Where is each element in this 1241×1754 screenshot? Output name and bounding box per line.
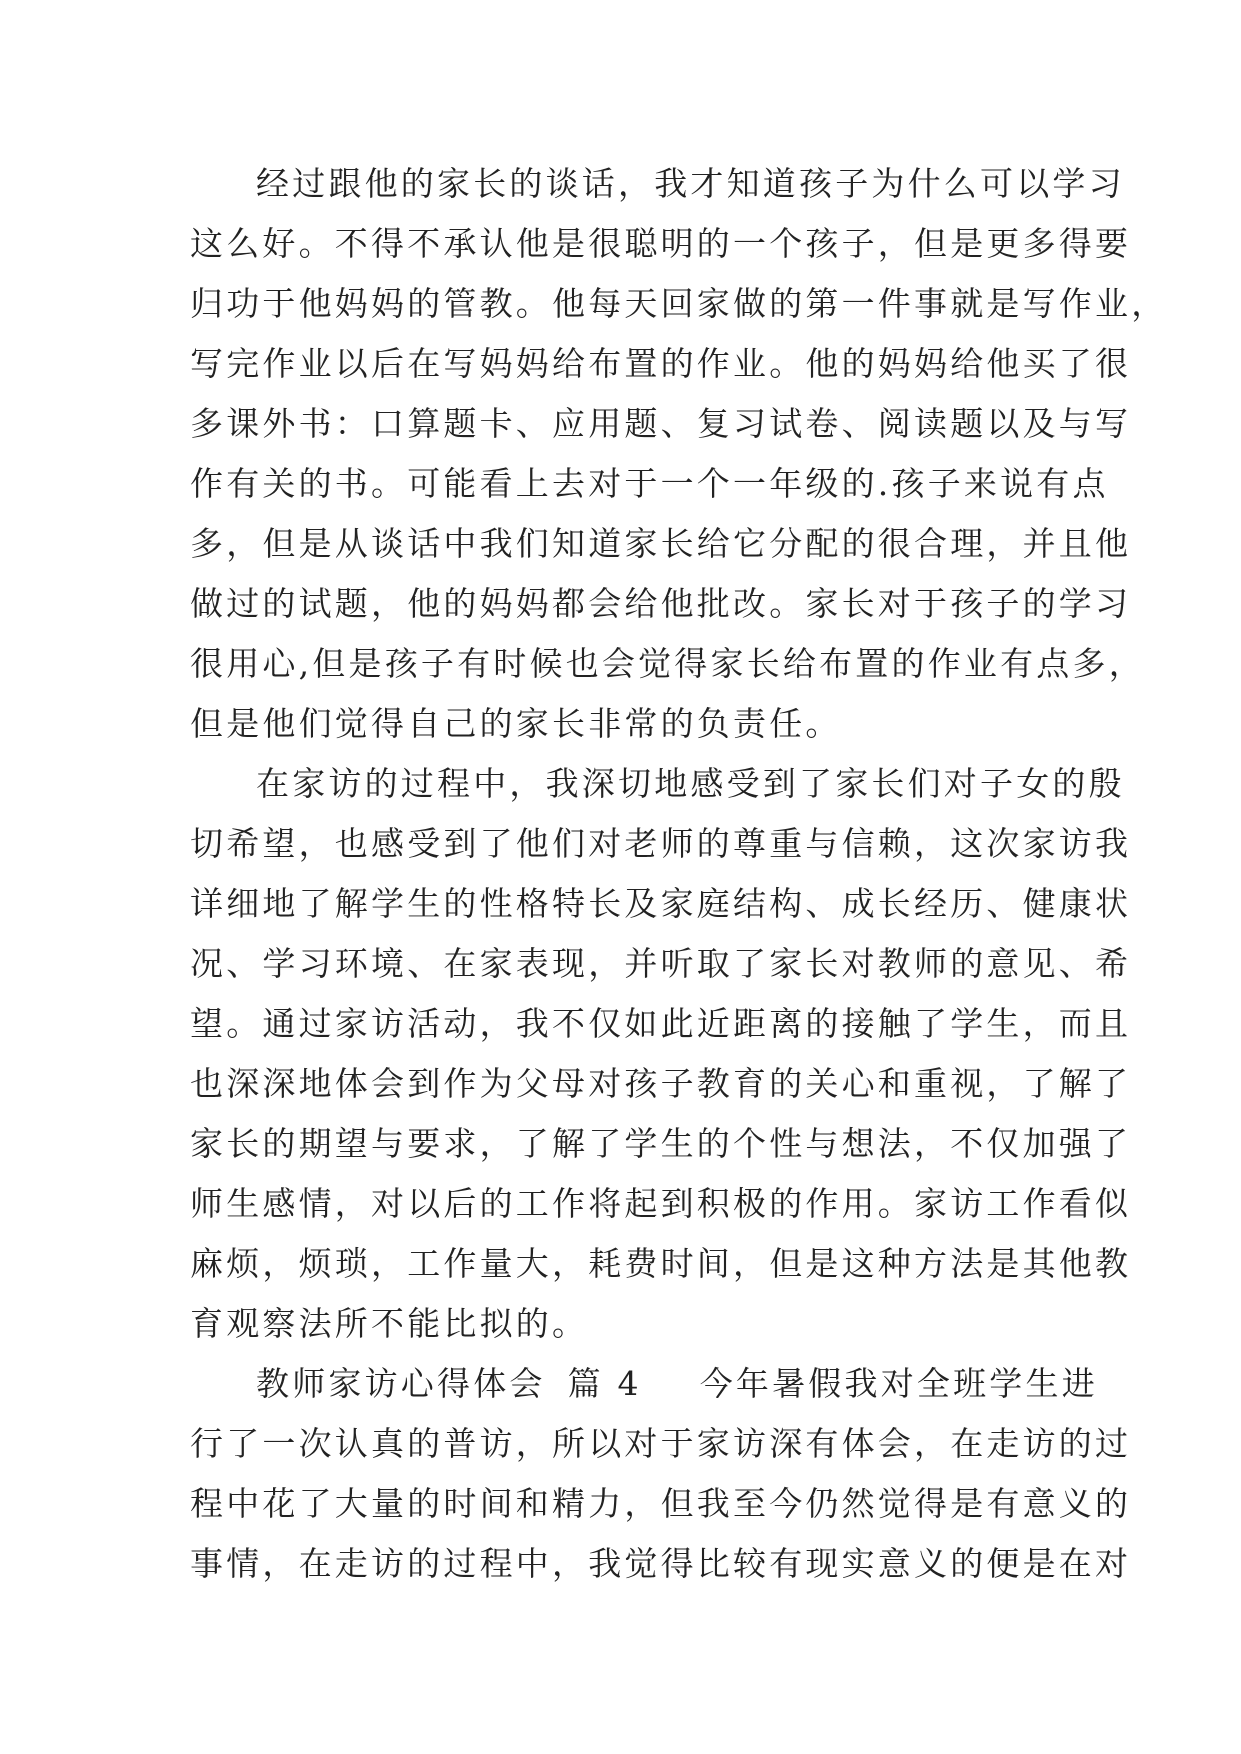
paragraph-1-line-9: 很用心,但是孩子有时候也会觉得家长给布置的作业有点多， [190,644,1145,683]
paragraph-3-line-4: 事情，在走访的过程中，我觉得比较有现实意义的便是在对 [190,1544,1132,1583]
paragraph-2-line-9: 麻烦，烦琐，工作量大，耗费时间，但是这种方法是其他教 [190,1244,1132,1283]
paragraph-1-line-6: 作有关的书。可能看上去对于一个一年级的.孩子来说有点 [190,464,1109,503]
paragraph-2-line-10: 育观察法所不能比拟的。 [190,1304,589,1343]
paragraph-2-line-6: 也深深地体会到作为父母对孩子教育的关心和重视，了解了 [190,1064,1132,1103]
paragraph-2-line-7: 家长的期望与要求，了解了学生的个性与想法，不仅加强了 [190,1124,1132,1163]
paragraph-3-first-line-text: 今年暑假我对全班学生进 [699,1364,1098,1403]
paragraph-1-line-4: 写完作业以后在写妈妈给布置的作业。他的妈妈给他买了很 [190,344,1132,383]
paragraph-2-line-2: 切希望，也感受到了他们对老师的尊重与信赖，这次家访我 [190,824,1132,863]
paragraph-2-line-4: 况、学习环境、在家表现，并听取了家长对教师的意见、希 [190,944,1132,983]
paragraph-2-line-1: 在家访的过程中，我深切地感受到了家长们对子女的殷 [256,764,1125,803]
paragraph-2-line-3: 详细地了解学生的性格特长及家庭结构、成长经历、健康状 [190,884,1132,923]
text-body [190,154,1168,1594]
paragraph-1-line-7: 多，但是从谈话中我们知道家长给它分配的很合理，并且他 [190,524,1132,563]
paragraph-1-line-5: 多课外书：口算题卡、应用题、复习试卷、阅读题以及与写 [190,404,1132,443]
paragraph-2-line-8: 师生感情，对以后的工作将起到积极的作用。家访工作看似 [190,1184,1132,1223]
section-heading-title: 教师家访心得体会 [256,1364,546,1403]
paragraph-1-line-1: 经过跟他的家长的谈话，我才知道孩子为什么可以学习 [256,164,1125,203]
paragraph-3-line-1 [190,1354,1098,1414]
paragraph-1-line-10: 但是他们觉得自己的家长非常的负责任。 [190,704,842,743]
paragraph-1-line-3: 归功于他妈妈的管教。他每天回家做的第一件事就是写作业， [190,284,1168,323]
section-heading-number: 篇 4 [567,1364,642,1403]
paragraph-3-line-3: 程中花了大量的时间和精力，但我至今仍然觉得是有意义的 [190,1484,1132,1523]
paragraph-1-line-8: 做过的试题，他的妈妈都会给他批改。家长对于孩子的学习 [190,584,1132,623]
paragraph-3-line-2: 行了一次认真的普访，所以对于家访深有体会，在走访的过 [190,1424,1132,1463]
paragraph-1-line-2: 这么好。不得不承认他是很聪明的一个孩子，但是更多得要 [190,224,1132,263]
paragraph-2-line-5: 望。通过家访活动，我不仅如此近距离的接触了学生，而且 [190,1004,1132,1043]
